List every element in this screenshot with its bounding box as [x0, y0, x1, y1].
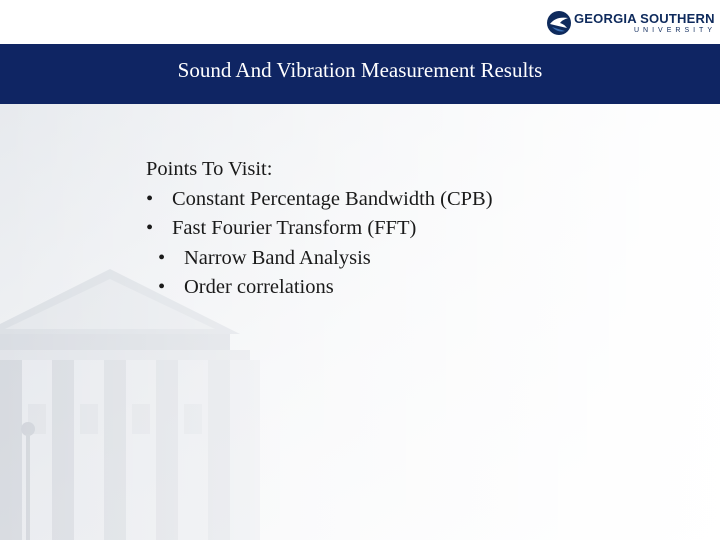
sub-bullet-item: • Narrow Band Analysis: [158, 244, 666, 274]
content-body: [146, 155, 666, 303]
logo-name: GEORGIA SOUTHERN: [574, 11, 715, 26]
sub-bullet-item: • Order correlations: [158, 273, 666, 303]
logo-subtitle: UNIVERSITY: [634, 27, 717, 34]
sub-bullet-list: [146, 244, 666, 303]
bullet-item: • Constant Percentage Bandwidth (CPB): [146, 185, 666, 215]
university-logo: [546, 8, 716, 38]
content-heading: Points To Visit:: [146, 158, 273, 180]
bullet-item: • Fast Fourier Transform (FFT): [146, 214, 666, 244]
eagle-icon: [546, 10, 572, 36]
title-band: [0, 44, 720, 104]
bullet-list: [146, 185, 666, 244]
slide-title: Sound And Vibration Measurement Results: [177, 58, 543, 82]
